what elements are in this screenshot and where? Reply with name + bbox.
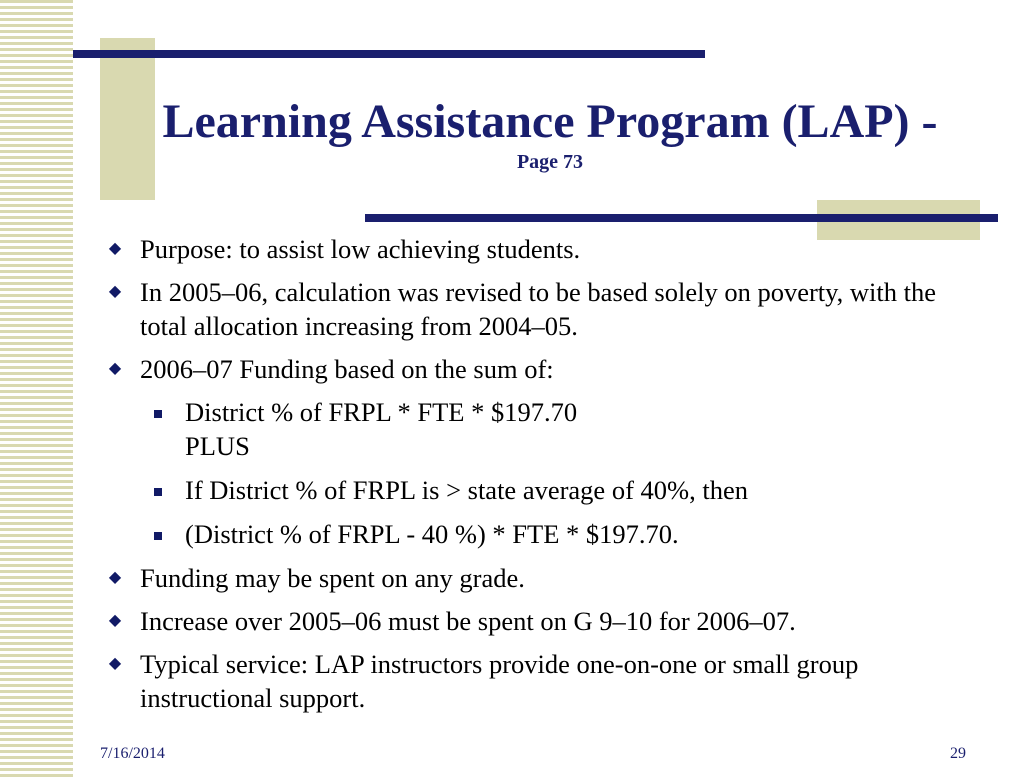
slide-title-block [100,94,1000,174]
bullet-item [100,561,980,595]
diamond-bullet-icon: ◆ [108,360,122,377]
bullet-text: 2006–07 Funding based on the sum of: [140,354,554,384]
diamond-bullet-icon: ◆ [108,655,122,672]
slide-body [100,232,980,724]
sub-bullet-text: (District % of FRPL - 40 %) * FTE * $197.70. [185,519,679,549]
sub-bullet-text: If District % of FRPL is > state average of 40%, then [185,475,748,505]
bullet-item [100,275,980,343]
square-bullet-icon [154,532,162,540]
bullet-text: Increase over 2005–06 must be spent on G 9–10 for 2006–07. [140,606,796,636]
square-bullet-icon [154,488,162,496]
navy-rule-top [73,50,705,58]
bullet-item [100,604,980,638]
footer-page-number: 29 [950,745,966,762]
sub-bullet-text: District % of FRPL * FTE * $197.70 [185,397,578,427]
square-bullet-icon [154,410,162,418]
slide-title: Learning Assistance Program (LAP) - [162,95,938,148]
diamond-bullet-icon: ◆ [108,612,122,629]
bullet-item [100,352,980,386]
bullet-item [100,232,980,266]
bullet-text: Funding may be spent on any grade. [140,563,525,593]
left-stripe-decoration [0,0,73,777]
slide-subtitle: Page 73 [516,151,584,173]
bullet-text: Typical service: LAP instructors provide one-on-one or small group instructional support. [140,649,859,713]
sub-bullet-text-plus: PLUS [185,431,250,461]
bullet-item [100,647,980,715]
footer-date: 7/16/2014 [100,745,165,762]
bullet-text: Purpose: to assist low achieving students. [140,234,581,264]
bullet-text: In 2005–06, calculation was revised to be based solely on poverty, with the total allocation increasing from 2004–05. [140,277,937,341]
sub-bullet-item [100,473,980,507]
sub-bullet-item [100,517,980,551]
diamond-bullet-icon: ◆ [108,283,122,300]
diamond-bullet-icon: ◆ [108,569,122,586]
sub-bullet-item [100,395,980,463]
diamond-bullet-icon: ◆ [108,240,122,257]
navy-rule-bottom [365,214,998,222]
